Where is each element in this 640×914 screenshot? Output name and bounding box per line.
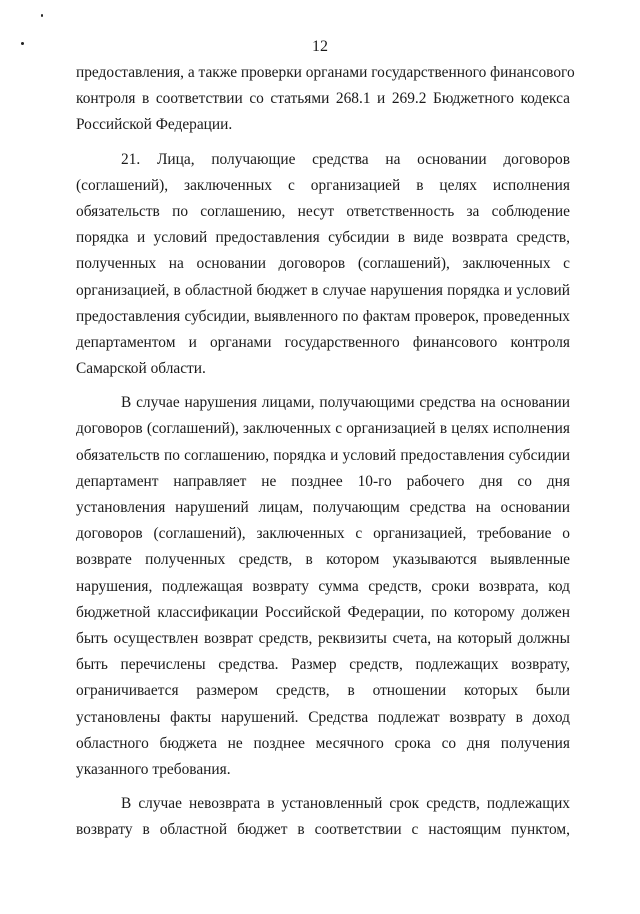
text-line: порядка и условий предоставления субсидии в виде возврата средств, [76,229,570,247]
text-line: 21. Лица, получающие средства на основании договоров [121,150,570,168]
text-line: быть осуществлен возврат средств, реквизиты счета, на который должны [76,629,570,647]
document-body [76,60,575,843]
text-line: возврате полученных средств, в котором указываются выявленные [76,551,570,569]
paragraph [76,60,575,139]
text-line: предоставления субсидии, выявленного по фактам проверок, проведенных [76,307,570,325]
text-line: нарушения, подлежащая возврату сумма средств, сроки возврата, код [76,577,570,595]
text-line: обязательств по соглашению, порядка и условий предоставления субсидии [76,446,570,464]
text-line: установления нарушений лицам, получающим средства на основании [76,499,570,516]
text-line: организацией, в областной бюджет в случае нарушения порядка и условий [76,281,570,299]
text-line: указанного требования. [76,760,231,778]
text-line: договоров (соглашений), заключенных с организацией, требование о [76,525,570,543]
text-line: ограничивается размером средств, в отношении которых были [76,682,570,700]
text-line: возврату в областной бюджет в соответствии с настоящим пунктом, [76,821,570,839]
text-line: департаментом и органами государственного финансового контроля [76,333,570,351]
text-line: областного бюджета не позднее месячного срока со дня получения [76,734,570,752]
paragraph [76,390,570,783]
text-line: быть перечислены средства. Размер средств, подлежащих возврату, [76,656,570,674]
text-line: (соглашений), заключенных с организацией в целях исполнения [76,176,570,194]
text-line: В случае невозврата в установленный срок средств, подлежащих [121,795,570,813]
text-line: договоров (соглашений), заключенных с организацией в целях исполнения [76,420,570,438]
paragraph [76,791,570,843]
text-line: обязательств по соглашению, несут ответственность за соблюдение [76,202,570,220]
paragraph [76,147,570,383]
text-line: департамент направляет не позднее 10-го рабочего дня со дня [76,472,570,490]
text-line: В случае нарушения лицами, получающими средства на основании [121,394,570,412]
text-line: контроля в соответствии со статьями 268.1 и 269.2 Бюджетного кодекса [76,90,570,108]
scan-speck [41,14,43,17]
text-line: установлены факты нарушений. Средства подлежат возврату в доход [76,708,570,726]
text-line: полученных на основании договоров (соглашений), заключенных с [76,255,570,273]
text-line: Российской Федерации. [76,116,233,134]
text-line: бюджетной классификации Российской Федерации, по которому должен [76,603,570,621]
text-line: Самарской области. [76,360,206,378]
text-line: предоставления, а также проверки органами государственного финансового [76,64,575,81]
page-number: 12 [312,38,328,55]
